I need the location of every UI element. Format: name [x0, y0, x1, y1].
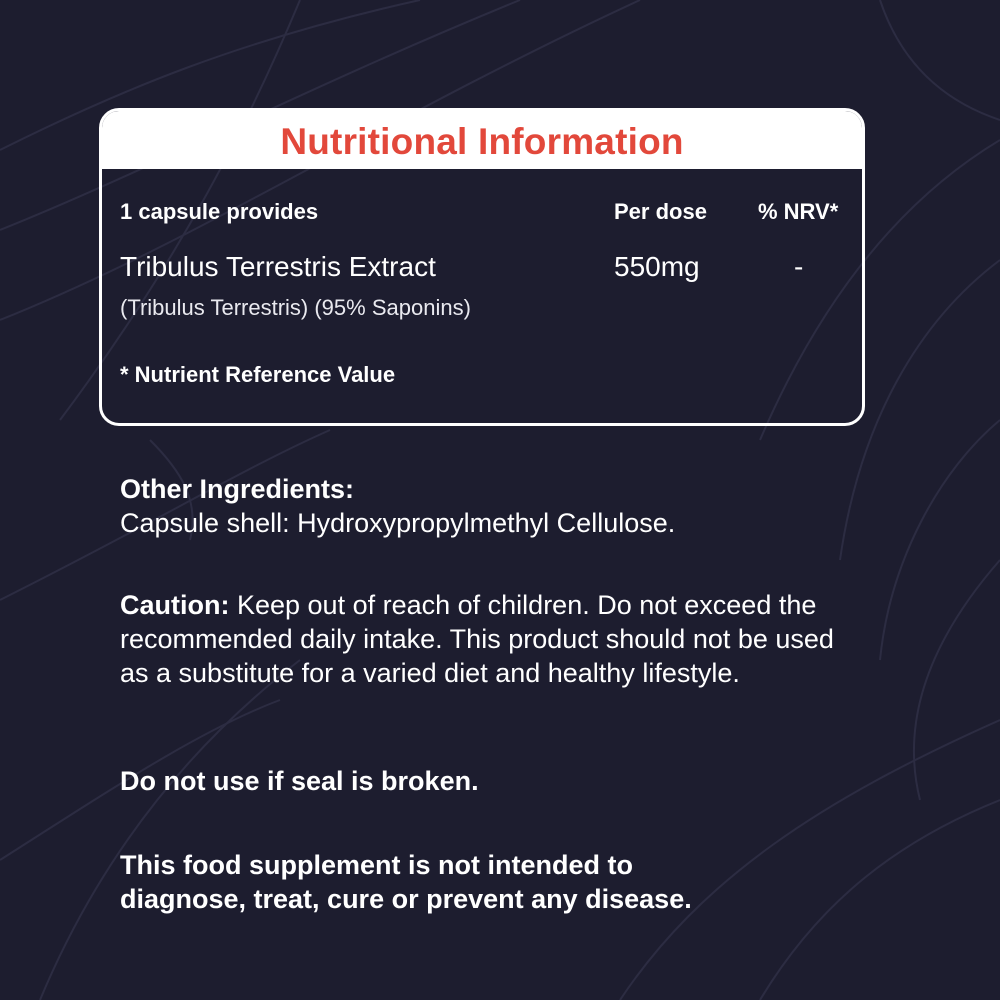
other-ingredients-heading: Other Ingredients: — [120, 474, 355, 504]
caution-heading: Caution: — [120, 590, 230, 620]
caution-block — [120, 588, 840, 690]
ingredient-dose: 550mg — [614, 251, 700, 282]
panel-body — [102, 169, 862, 423]
column-header-nrv: % NRV* — [758, 199, 839, 224]
disclaimer: This food supplement is not intended to diagnose, treat, cure or prevent any disease. — [120, 850, 692, 914]
nrv-footnote: * Nutrient Reference Value — [120, 362, 396, 387]
ingredient-subtext: (Tribulus Terrestris) (95% Saponins) — [120, 295, 471, 320]
column-header-per-dose: Per dose — [614, 199, 707, 224]
other-ingredients — [120, 472, 840, 540]
panel-header — [102, 111, 862, 169]
nutrition-panel — [99, 108, 865, 426]
seal-warning: Do not use if seal is broken. — [120, 766, 479, 796]
column-header-provides: 1 capsule provides — [120, 199, 319, 224]
caution-text: Keep out of reach of children. Do not exceed the recommended daily intake. This product should not be used as a substitute for a varied diet and healthy lifestyle. — [120, 590, 834, 688]
ingredient-nrv: - — [794, 251, 804, 282]
ingredient-name: Tribulus Terrestris Extract — [120, 251, 436, 282]
other-ingredients-text: Capsule shell: Hydroxypropylmethyl Cellulose. — [120, 508, 676, 538]
panel-title: Nutritional Information — [280, 121, 684, 162]
